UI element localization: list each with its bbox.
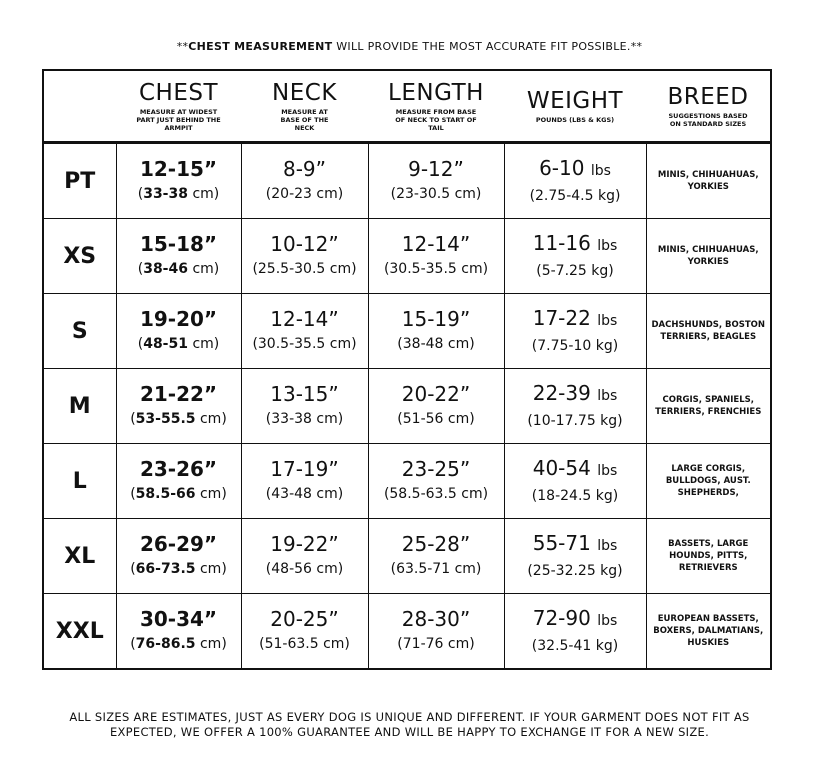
chest-cell xyxy=(116,143,241,219)
size-label: XL xyxy=(43,519,116,594)
breed-text: DACHSHUNDS, BOSTON TERRIERS, BEAGLES xyxy=(651,320,766,342)
chest-cell xyxy=(116,369,241,444)
weight-lbs-value: 22-39 xyxy=(532,380,591,405)
neck-cell xyxy=(241,369,368,444)
chest-cm: (76-86.5 cm) xyxy=(130,636,227,652)
length-inches: 20-22” xyxy=(401,382,471,406)
weight-lbs xyxy=(505,530,646,559)
chest-cm: (33-38 cm) xyxy=(137,186,220,202)
neck-cm: (33-38 cm) xyxy=(265,411,344,427)
bottom-note: ALL SIZES ARE ESTIMATES, JUST AS EVERY DOG IS UNIQUE AND DIFFERENT. IF YOUR GARMENT DOES NOT FIT AS EXPECTED, WE OFFER A 100% GUARANTEE AND WILL BE HAPPY TO EXCHANGE IT FOR A NEW SIZE. xyxy=(69,710,750,739)
chest-cm: (58.5-66 cm) xyxy=(130,486,227,502)
breed-text: CORGIS, SPANIELS, TERRIERS, FRENCHIES xyxy=(655,395,762,417)
weight-lbs xyxy=(505,605,646,634)
weight-lbs-value: 72-90 xyxy=(532,605,591,630)
size-label: PT xyxy=(43,143,116,219)
size-label: XXL xyxy=(43,594,116,670)
length-cell xyxy=(368,594,504,670)
cm-unit: cm xyxy=(192,186,214,202)
weight-lbs xyxy=(505,230,646,259)
column-title: LENGTH xyxy=(388,80,484,106)
neck-inches: 8-9” xyxy=(282,157,327,181)
weight-kg: (7.75-10 kg) xyxy=(531,337,619,354)
breed-text: MINIS, CHIHUAHUAS, YORKIES xyxy=(657,245,759,267)
length-cell xyxy=(368,519,504,594)
neck-inches: 12-14” xyxy=(270,307,339,331)
column-subtitle: POUNDS (LBS & KGS) xyxy=(535,116,615,124)
weight-lbs xyxy=(505,155,646,184)
weight-lbs-value: 40-54 xyxy=(532,455,591,480)
breed-text: EUROPEAN BASSETS, BOXERS, DALMATIANS, HUSKIES xyxy=(653,614,764,648)
cm-unit: cm xyxy=(199,411,222,427)
column-title: CHEST xyxy=(138,80,219,106)
chest-cm-value: 33-38 xyxy=(143,186,188,202)
neck-cm: (20-23 cm) xyxy=(265,186,344,202)
weight-cell xyxy=(504,219,646,294)
neck-inches: 20-25” xyxy=(270,607,339,631)
weight-lbs-value: 6-10 xyxy=(539,155,585,180)
neck-cm: (48-56 cm) xyxy=(265,561,344,577)
column-subtitle: MEASURE FROM BASE OF NECK TO START OF TAIL xyxy=(395,108,477,132)
weight-lbs-value: 11-16 xyxy=(532,230,591,255)
weight-kg: (5-7.25 kg) xyxy=(536,262,614,279)
length-cm: (58.5-63.5 cm) xyxy=(383,486,489,502)
length-inches: 9-12” xyxy=(408,157,464,181)
cm-unit: cm xyxy=(199,561,222,577)
weight-cell xyxy=(504,294,646,369)
neck-cell xyxy=(241,294,368,369)
weight-kg: (10-17.75 kg) xyxy=(527,412,623,429)
size-row xyxy=(43,369,771,444)
column-title: BREED xyxy=(667,84,749,110)
chest-inches: 12-15” xyxy=(139,157,218,181)
size-label: L xyxy=(43,444,116,519)
breed-text: LARGE CORGIS, BULLDOGS, AUST. SHEPHERDS, xyxy=(665,464,751,498)
cm-unit: cm xyxy=(192,261,214,277)
weight-lbs-value: 17-22 xyxy=(532,305,591,330)
header-row xyxy=(43,70,771,143)
length-cell xyxy=(368,294,504,369)
size-label: S xyxy=(43,294,116,369)
neck-cm: (43-48 cm) xyxy=(265,486,344,502)
length-cell xyxy=(368,143,504,219)
neck-inches: 10-12” xyxy=(270,232,339,256)
length-cm: (71-76 cm) xyxy=(397,636,475,652)
length-cm: (63.5-71 cm) xyxy=(390,561,482,577)
size-row xyxy=(43,143,771,219)
length-inches: 25-28” xyxy=(401,532,471,556)
weight-kg: (32.5-41 kg) xyxy=(531,637,619,654)
length-cm: (30.5-35.5 cm) xyxy=(383,261,489,277)
chest-inches: 15-18” xyxy=(139,232,218,256)
size-row xyxy=(43,219,771,294)
chest-cell xyxy=(116,519,241,594)
lbs-unit: lbs xyxy=(597,312,618,329)
chest-cm-value: 38-46 xyxy=(143,261,188,277)
size-row xyxy=(43,444,771,519)
chest-cm: (38-46 cm) xyxy=(137,261,220,277)
header-weight xyxy=(504,70,646,143)
length-cell xyxy=(368,444,504,519)
cm-unit: cm xyxy=(199,486,222,502)
chest-cell xyxy=(116,444,241,519)
weight-cell xyxy=(504,594,646,670)
neck-inches: 17-19” xyxy=(270,457,339,481)
header-breed xyxy=(646,70,771,143)
breed-cell xyxy=(646,594,771,670)
weight-cell xyxy=(504,444,646,519)
neck-cm: (25.5-30.5 cm) xyxy=(252,261,357,277)
chest-inches: 19-20” xyxy=(139,307,218,331)
weight-cell xyxy=(504,369,646,444)
length-inches: 15-19” xyxy=(401,307,471,331)
length-cell xyxy=(368,369,504,444)
chest-cm-value: 53-55.5 xyxy=(135,411,196,427)
chest-inches: 23-26” xyxy=(139,457,218,481)
neck-inches: 13-15” xyxy=(270,382,339,406)
size-label: M xyxy=(43,369,116,444)
lbs-unit: lbs xyxy=(597,612,618,629)
chest-cm: (48-51 cm) xyxy=(137,336,220,352)
weight-cell xyxy=(504,143,646,219)
lbs-unit: lbs xyxy=(597,537,618,554)
lbs-unit: lbs xyxy=(597,387,618,404)
column-subtitle: MEASURE AT WIDEST PART JUST BEHIND THE ARMPIT xyxy=(136,108,221,132)
cm-unit: cm xyxy=(192,336,214,352)
weight-kg: (2.75-4.5 kg) xyxy=(529,187,621,204)
weight-kg: (25-32.25 kg) xyxy=(527,562,623,579)
chest-cell xyxy=(116,219,241,294)
top-note xyxy=(0,40,819,53)
breed-cell xyxy=(646,294,771,369)
neck-cm: (30.5-35.5 cm) xyxy=(252,336,357,352)
header-empty-cell xyxy=(43,70,116,143)
chest-inches: 21-22” xyxy=(139,382,218,406)
breed-text: MINIS, CHIHUAHUAS, YORKIES xyxy=(657,170,759,192)
size-row xyxy=(43,519,771,594)
neck-cell xyxy=(241,594,368,670)
column-title: WEIGHT xyxy=(526,88,624,114)
length-cm: (23-30.5 cm) xyxy=(390,186,482,202)
breed-cell xyxy=(646,369,771,444)
weight-lbs xyxy=(505,455,646,484)
weight-lbs-value: 55-71 xyxy=(532,530,591,555)
chest-cm-value: 48-51 xyxy=(143,336,188,352)
size-label: XS xyxy=(43,219,116,294)
chest-inches: 30-34” xyxy=(139,607,218,631)
top-note-prefix: ** xyxy=(176,40,189,53)
neck-inches: 19-22” xyxy=(270,532,339,556)
chest-cm-value: 58.5-66 xyxy=(135,486,196,502)
length-inches: 23-25” xyxy=(401,457,471,481)
breed-text: BASSETS, LARGE HOUNDS, PITTS, RETRIEVERS xyxy=(668,539,749,573)
cm-unit: cm xyxy=(199,636,222,652)
breed-cell xyxy=(646,444,771,519)
breed-cell xyxy=(646,219,771,294)
neck-cell xyxy=(241,519,368,594)
size-row xyxy=(43,294,771,369)
size-row xyxy=(43,594,771,670)
lbs-unit: lbs xyxy=(597,237,618,254)
chest-cell xyxy=(116,594,241,670)
size-chart-table xyxy=(42,69,772,670)
lbs-unit: lbs xyxy=(590,162,611,179)
column-subtitle: SUGGESTIONS BASED ON STANDARD SIZES xyxy=(668,112,748,128)
neck-cell xyxy=(241,143,368,219)
length-inches: 28-30” xyxy=(401,607,471,631)
chest-cell xyxy=(116,294,241,369)
length-cm: (38-48 cm) xyxy=(397,336,475,352)
column-title: NECK xyxy=(272,80,337,106)
weight-cell xyxy=(504,519,646,594)
top-note-rest: WILL PROVIDE THE MOST ACCURATE FIT POSSIBLE.** xyxy=(332,40,643,53)
column-subtitle: MEASURE AT BASE OF THE NECK xyxy=(280,108,329,132)
lbs-unit: lbs xyxy=(597,462,618,479)
neck-cell xyxy=(241,219,368,294)
length-cm: (51-56 cm) xyxy=(397,411,475,427)
header-length xyxy=(368,70,504,143)
chest-inches: 26-29” xyxy=(139,532,218,556)
header-chest xyxy=(116,70,241,143)
neck-cm: (51-63.5 cm) xyxy=(259,636,350,652)
breed-cell xyxy=(646,519,771,594)
length-inches: 12-14” xyxy=(401,232,471,256)
length-cell xyxy=(368,219,504,294)
chest-cm: (53-55.5 cm) xyxy=(130,411,227,427)
breed-cell xyxy=(646,143,771,219)
weight-lbs xyxy=(505,305,646,334)
top-note-bold: CHEST MEASUREMENT xyxy=(188,40,333,53)
chest-cm: (66-73.5 cm) xyxy=(130,561,227,577)
weight-kg: (18-24.5 kg) xyxy=(531,487,619,504)
header-neck xyxy=(241,70,368,143)
weight-lbs xyxy=(505,380,646,409)
neck-cell xyxy=(241,444,368,519)
chest-cm-value: 76-86.5 xyxy=(135,636,196,652)
chest-cm-value: 66-73.5 xyxy=(135,561,196,577)
